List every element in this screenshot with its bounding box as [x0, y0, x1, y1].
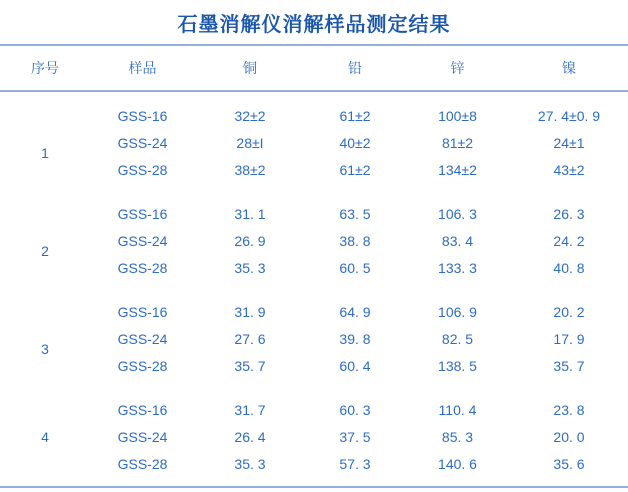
sample-cell: GSS-24: [117, 428, 168, 445]
zinc-value-cell: 83. 4: [441, 232, 474, 249]
lead-value-cell: 37. 5: [339, 428, 371, 445]
table-group-4: [0, 396, 628, 477]
zinc-value-cell: 138. 5: [438, 357, 477, 374]
zinc-value-cell: 110. 4: [438, 401, 477, 418]
lead-value-cell: 40±2: [339, 134, 371, 151]
copper-value-cell: 35. 3: [234, 259, 266, 276]
lead-value-cell: 61±2: [339, 107, 371, 124]
nickel-value-cell: 26. 3: [553, 205, 585, 222]
zinc-value-cell: 140. 6: [438, 455, 477, 472]
nickel-value-cell: 17. 9: [553, 330, 585, 347]
sample-cell: GSS-28: [117, 455, 168, 472]
copper-value-cell: 31. 1: [234, 205, 266, 222]
column-header-serial: 序号: [31, 60, 59, 76]
nickel-value-cell: 20. 0: [553, 428, 585, 445]
sample-cell: GSS-28: [117, 161, 168, 178]
copper-value-cell: 35. 7: [234, 357, 266, 374]
nickel-value-cell: 20. 2: [553, 303, 585, 320]
table-group-2: [0, 200, 628, 281]
copper-value-cell: 32±2: [234, 107, 266, 124]
lead-value-cell: 38. 8: [339, 232, 371, 249]
lead-value-cell: 60. 3: [339, 401, 371, 418]
column-header-copper: 铜: [243, 60, 257, 76]
group-serial: 2: [41, 242, 49, 259]
sample-cell: GSS-16: [117, 401, 168, 418]
lead-value-cell: 39. 8: [339, 330, 371, 347]
group-serial: 3: [41, 340, 49, 357]
group-serial: 1: [41, 144, 49, 161]
sample-cell: GSS-24: [117, 134, 168, 151]
nickel-value-cell: 43±2: [553, 161, 585, 178]
column-header-zinc: 锌: [450, 60, 465, 76]
zinc-value-cell: 81±2: [441, 134, 474, 151]
copper-value-cell: 35. 3: [234, 455, 266, 472]
sample-cell: GSS-16: [117, 303, 168, 320]
table-group-3: [0, 298, 628, 379]
nickel-value-cell: 24±1: [553, 134, 585, 151]
sample-cell: GSS-24: [117, 330, 168, 347]
zinc-value-cell: 133. 3: [438, 259, 477, 276]
nickel-value-cell: 23. 8: [553, 401, 585, 418]
column-header-sample: 样品: [128, 60, 157, 76]
lead-value-cell: 63. 5: [339, 205, 371, 222]
nickel-value-cell: 35. 6: [553, 455, 585, 472]
lead-value-cell: 57. 3: [339, 455, 371, 472]
zinc-value-cell: 100±8: [438, 107, 477, 124]
zinc-value-cell: 134±2: [438, 161, 477, 178]
table-group-1: [0, 102, 628, 183]
table-body: [0, 92, 628, 477]
page-title: 石墨消解仪消解样品测定结果: [177, 13, 451, 36]
sample-cell: GSS-16: [117, 205, 168, 222]
copper-value-cell: 26. 4: [234, 428, 266, 445]
zinc-value-cell: 106. 9: [438, 303, 477, 320]
table-header-row: [0, 46, 628, 90]
copper-value-cell: 31. 9: [234, 303, 266, 320]
sample-cell: GSS-28: [117, 259, 168, 276]
copper-value-cell: 28±I: [236, 134, 264, 151]
bottom-rule: [0, 486, 628, 488]
copper-value-cell: 26. 9: [234, 232, 266, 249]
nickel-value-cell: 40. 8: [553, 259, 585, 276]
copper-value-cell: 31. 7: [234, 401, 266, 418]
group-serial: 4: [41, 428, 49, 445]
lead-value-cell: 60. 5: [339, 259, 371, 276]
sample-cell: GSS-16: [117, 107, 168, 124]
nickel-value-cell: 27. 4±0. 9: [537, 107, 601, 124]
zinc-value-cell: 106. 3: [438, 205, 477, 222]
nickel-value-cell: 35. 7: [553, 357, 585, 374]
nickel-value-cell: 24. 2: [553, 232, 585, 249]
sample-cell: GSS-24: [117, 232, 168, 249]
sample-cell: GSS-28: [117, 357, 168, 374]
copper-value-cell: 38±2: [234, 161, 266, 178]
copper-value-cell: 27. 6: [234, 330, 266, 347]
lead-value-cell: 60. 4: [339, 357, 371, 374]
lead-value-cell: 61±2: [339, 161, 371, 178]
column-header-nickel: 镍: [562, 60, 576, 76]
zinc-value-cell: 85. 3: [441, 428, 474, 445]
lead-value-cell: 64. 9: [339, 303, 371, 320]
column-header-lead: 铅: [348, 60, 362, 76]
zinc-value-cell: 82. 5: [441, 330, 474, 347]
